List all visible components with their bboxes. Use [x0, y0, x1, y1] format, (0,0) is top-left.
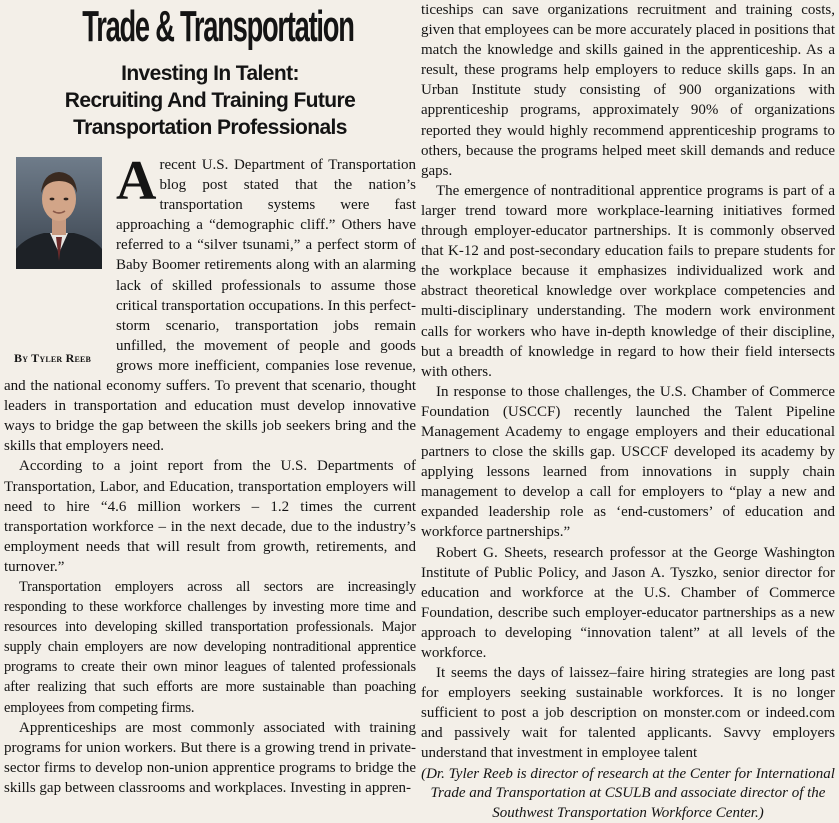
left-column — [4, 0, 416, 796]
section-title: Trade & Transportation — [82, 2, 354, 51]
headline-line: Investing In Talent: — [121, 62, 299, 85]
article-headline — [4, 60, 416, 141]
right-column — [421, 0, 835, 821]
body-paragraph: Robert G. Sheets, research professor at the George Washington Institute of Public Policy, and Jason A. Tyszko, senior director for education and workforce at the U.S. Chamber of Commerce Foundation, describe such employer-educator partnerships as a new approach to developing “innovation talent” at all levels of the workforce. — [421, 544, 835, 661]
drop-cap: A — [116, 150, 157, 212]
body-paragraph: In response to those challenges, the U.S. Chamber of Commerce Foundation (USCCF) recently launched the Talent Pipeline Management Academy to engage employers and their educational partners to close the skills gap. USCCF developed its academy by applying lessons learned from innovations in supply chain management to develop a call for employers to “play a new and expanded leadership role as ‘end-customers’ of education and workforce partnerships.” — [421, 383, 835, 541]
lead-text: recent U.S. Department of Transportation blog post stated that the nation’s transportation systems were fast approaching a “demographic cliff.” Others have referred to a “silver tsunami,” a perfect storm of Baby Boomer retirements along with an alarming lack of skilled professionals to assume those critical transportation occupations. In this perfect-storm scenario, transportation jobs remain unfilled, the movement of people and goods grows more inefficient, companies lose revenue, and the national economy suffers. To prevent that scenario, thought leaders in transportation and education must develop innovative ways to bridge the gap between the skills job seekers bring and the skills that employers need. — [4, 157, 416, 455]
article-body-left — [4, 150, 416, 798]
body-paragraph: The emergence of nontraditional apprentice programs is part of a larger trend toward more workplace-learning initiatives formed through employer-educator partnerships. It is commonly observed that K-12 and post-secondary education fails to prepare students for the workplace because it emphasizes individualized work and abstract theoretical knowledge over workplace competencies and multi-disciplinary understanding. The modern work environment calls for workers who have in-depth knowledge of their discipline, but a breadth of knowledge in regard to how their field intersects with others. — [421, 182, 835, 380]
author-note: (Dr. Tyler Reeb is director of research at the Center for International Trade and Transportation at CSULB and associate director of the Southwest Transportation Workforce Center.) — [421, 765, 835, 821]
continued-paragraph: ticeships can save organizations recruitment and training costs, given that employees can be more accurately placed in positions that match the knowledge and skills gained in the apprenticeship. As a result, these programs help employers to reduce skills gaps. In an Urban Institute study consisting of 900 organizations with apprenticeship programs, approximately 90% of organizations reported they would highly recommend apprenticeship programs to others, because the programs helped meet skill demands and reduce gaps. — [421, 2, 835, 179]
body-paragraph: It seems the days of laissez–faire hiring strategies are long past for employers seeking sustainable workforces. It is no longer sufficient to post a job description on monster.com or indeed.com and passively wait for talented applicants. Savvy employers understand that investment in employee talent — [421, 665, 835, 762]
author-photo — [16, 157, 102, 269]
article-body-right — [421, 0, 835, 823]
body-paragraph: Transportation employers across all sectors are increasingly responding to these workforce challenges by investing more time and resources into developing skilled transportation professionals. Major supply chain employers are now developing nontraditional apprentice programs to create their own minor leagues of talented professionals after realizing that such efforts are more sustainable than poaching employees from competing firms. — [4, 578, 416, 716]
body-paragraph: According to a joint report from the U.S. Departments of Transportation, Labor, and Education, transportation employers will need to hire “4.6 million workers – 1.2 times the current transportation workforce – in the next decade, due to the industry’s employment needs that will result from growth, retirements, and turnover.” — [4, 458, 416, 575]
author-portrait-image — [16, 157, 102, 269]
byline-box — [4, 155, 112, 371]
body-paragraph: Apprenticeships are most commonly associated with training programs for union workers. But there is a growing trend in private-sector firms to develop non-union apprentice programs to bridge the skills gap between classrooms and workplaces. Investing in appren- — [4, 719, 416, 796]
byline: By Tyler Reeb — [14, 351, 92, 365]
headline-line: Recruiting And Training Future — [64, 89, 356, 112]
headline-line: Transportation Professionals — [73, 116, 347, 139]
